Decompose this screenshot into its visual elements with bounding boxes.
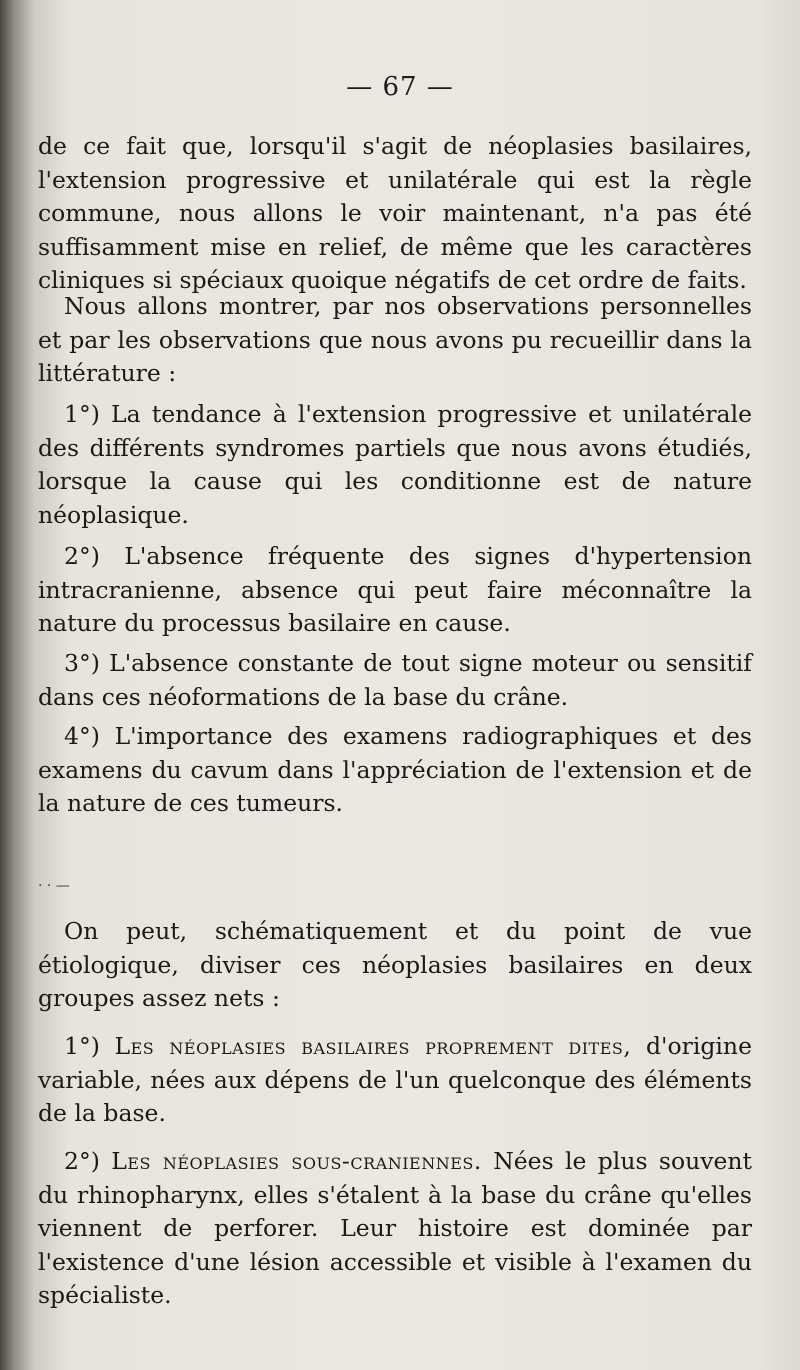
page-number: — 67 —	[346, 72, 454, 102]
group-item-1	[38, 1030, 752, 1131]
paragraph-7-text: On peut, schématiquement et du point de vue étiologique, diviser ces néoplasies basilaires en deux groupes assez nets :	[38, 917, 752, 1012]
list-item-3	[38, 647, 752, 714]
group-item-1-text	[38, 1030, 752, 1131]
list-item-2	[38, 540, 752, 641]
list-item-2-text: 2°) L'absence fréquente des signes d'hypertension intracranienne, absence qui peut faire méconnaître la nature du processus basilaire en cause.	[38, 542, 752, 637]
list-item-4-text: 4°) L'importance des examens radiographiques et des examens du cavum dans l'appréciation de l'extension et de la nature de ces tumeurs.	[38, 722, 752, 817]
list-item-4	[38, 720, 752, 821]
list-item-1	[38, 398, 752, 532]
paragraph-1-text: de ce fait que, lorsqu'il s'agit de néoplasies basilaires, l'extension progressive et unilatérale qui est la règle commune, nous allons le voir maintenant, n'a pas été suffisamment mise en relief, de même que les caractères cliniques si spéciaux quoique négatifs de cet ordre de faits.	[38, 132, 752, 294]
paragraph-7	[38, 915, 752, 1016]
group-item-1-heading: Les néoplasies basilaires proprement dites,	[114, 1032, 632, 1060]
list-item-3-text: 3°) L'absence constante de tout signe moteur ou sensitif dans ces néoformations de la base du crâne.	[38, 649, 752, 711]
paragraph-2	[38, 290, 752, 391]
list-item-1-text: 1°) La tendance à l'extension progressive et unilatérale des différents syndromes partiels que nous avons étudiés, lorsque la cause qui les conditionne est de nature néoplasique.	[38, 400, 752, 529]
section-separator: · · —	[38, 878, 70, 894]
group-item-2-heading: Les néoplasies sous-craniennes.	[111, 1147, 482, 1175]
group-item-2-number: 2°)	[64, 1147, 100, 1175]
group-item-1-number: 1°)	[64, 1032, 100, 1060]
group-item-2-text	[38, 1145, 752, 1313]
group-item-2	[38, 1145, 752, 1313]
paragraph-1	[38, 130, 752, 298]
group-item-1-body: d'origine variable, nées aux dépens de l'un quelconque des éléments de la base.	[38, 1032, 752, 1127]
group-item-2-body: Nées le plus souvent du rhinopharynx, elles s'étalent à la base du crâne qu'elles viennent de perforer. Leur histoire est dominée par l'existence d'une lésion accessible et visible à l'examen du spécialiste.	[38, 1147, 752, 1309]
paragraph-2-text: Nous allons montrer, par nos observations personnelles et par les observations que nous avons pu recueillir dans la littérature :	[38, 292, 752, 387]
